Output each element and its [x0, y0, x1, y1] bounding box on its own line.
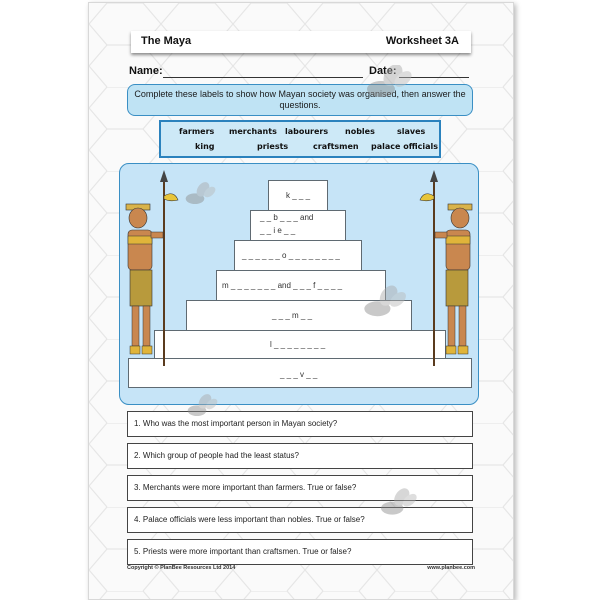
- question-5[interactable]: 5. Priests were more important than craftsmen. True or false?: [127, 539, 473, 565]
- pyramid-label-king[interactable]: k _ _ _: [286, 191, 311, 200]
- instructions-box: Complete these labels to show how Mayan society was organised, then answer the questions.: [127, 84, 473, 116]
- word-palace-officials: palace officials: [371, 142, 439, 151]
- word-farmers: farmers: [179, 127, 215, 136]
- pyramid-label-farmers[interactable]: _ _ _ m _ _: [272, 311, 313, 320]
- word-priests: priests: [257, 142, 289, 151]
- pyramid-label-labourers[interactable]: l _ _ _ _ _ _ _ _: [270, 340, 326, 349]
- website-text: www.planbee.com: [427, 565, 475, 571]
- bee-watermark-icon: [373, 487, 421, 523]
- bee-watermark-icon: [355, 285, 411, 325]
- name-label: Name:: [129, 65, 163, 77]
- date-label: Date:: [369, 65, 397, 77]
- word-bank: [159, 120, 441, 158]
- name-date-row: [129, 65, 469, 81]
- word-labourers: labourers: [285, 127, 329, 136]
- name-field[interactable]: [163, 77, 363, 78]
- mayan-warrior-left-illustration: [120, 170, 180, 366]
- bee-watermark-icon: [357, 65, 417, 105]
- question-3[interactable]: 3. Merchants were more important than farmers. True or false?: [127, 475, 473, 501]
- society-pyramid-panel: [119, 163, 479, 405]
- bee-watermark-icon: [181, 393, 221, 423]
- word-slaves: slaves: [397, 127, 426, 136]
- pyramid-label-palace-officials[interactable]: _ _ _ _ _ _ o _ _ _ _ _ _ _ _: [242, 251, 340, 260]
- copyright-text: Copyright © PlanBee Resources Ltd 2014: [127, 565, 236, 571]
- word-king: king: [195, 142, 215, 151]
- pyramid-label-nobles[interactable]: _ _ b _ _ _ and: [260, 213, 314, 222]
- question-1[interactable]: 1. Who was the most important person in Mayan society?: [127, 411, 473, 437]
- mayan-warrior-right-illustration: [418, 170, 478, 366]
- question-4[interactable]: 4. Palace officials were less important than nobles. True or false?: [127, 507, 473, 533]
- worksheet-number: Worksheet 3A: [385, 35, 459, 47]
- worksheet-title: The Maya: [141, 35, 192, 47]
- word-nobles: nobles: [345, 127, 375, 136]
- word-merchants: merchants: [229, 127, 277, 136]
- pyramid-label-slaves[interactable]: _ _ _ v _ _: [280, 370, 318, 379]
- pyramid-label-merchants-craftsmen[interactable]: m _ _ _ _ _ _ _ and _ _ _ f _ _ _ _: [222, 281, 343, 290]
- worksheet-page: [88, 2, 514, 600]
- pyramid-label-priests[interactable]: _ _ i e _ _: [260, 226, 296, 235]
- question-2[interactable]: 2. Which group of people had the least status?: [127, 443, 473, 469]
- title-banner: [131, 31, 471, 53]
- bee-watermark-icon: [179, 181, 219, 211]
- word-craftsmen: craftsmen: [313, 142, 359, 151]
